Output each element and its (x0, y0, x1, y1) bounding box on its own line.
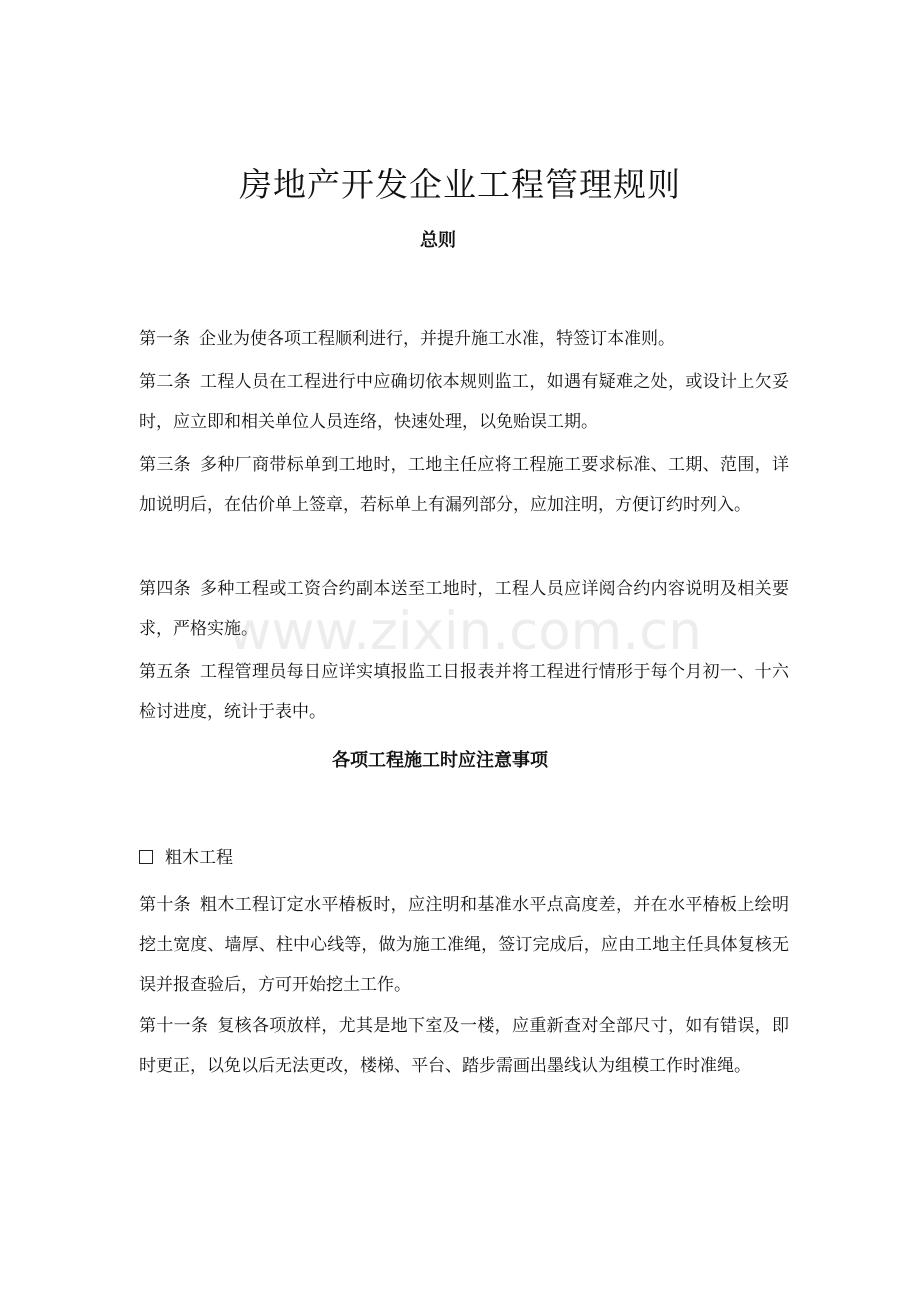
watermark: www.zixin.com.cn (228, 601, 702, 662)
article-10 (139, 885, 789, 1005)
article-number: 第三条 (139, 455, 191, 475)
carpentry-label-text: 粗木工程 (165, 848, 233, 868)
article-number: 第一条 (139, 329, 190, 349)
article-number: 第十条 (139, 895, 191, 915)
article-text: 企业为使各项工程顺利进行，并提升施工水准，特签订本准则。 (199, 329, 675, 349)
article-4 (139, 569, 789, 649)
article-number: 第二条 (139, 372, 191, 392)
article-text: 工程管理员每日应详实填报监工日报表并将工程进行情形于每个月初一、十六检讨进度，统计于表中。 (139, 662, 789, 722)
article-text: 复核各项放样，尤其是地下室及一楼，应重新查对全部尺寸，如有错误，即时更正，以免以后无法更改，楼梯、平台、踏步需画出墨线认为组模工作时准绳。 (139, 1016, 790, 1076)
article-text: 工程人员在工程进行中应确切依本规则监工，如遇有疑难之处，或设计上欠妥时，应立即和相关单位人员连络，快速处理，以免贻误工期。 (139, 372, 789, 432)
article-5 (139, 652, 789, 732)
article-3 (139, 445, 789, 525)
article-text: 粗木工程订定水平椿板时，应注明和基准水平点高度差，并在水平椿板上绘明挖土宽度、墙厚、柱中心线等，做为施工准绳，签订完成后，应由工地主任具体复核无误并报查验后，方可开始挖土工作。 (139, 895, 789, 995)
general-provisions-heading: 总则 (420, 230, 456, 251)
carpentry-section-label (139, 838, 789, 878)
checkbox-icon (139, 850, 153, 864)
article-2 (139, 362, 789, 442)
article-number: 第十一条 (139, 1016, 209, 1036)
article-number: 第四条 (139, 579, 191, 599)
article-text: 多种厂商带标单到工地时，工地主任应将工程施工要求标准、工期、范围，详加说明后，在估价单上签章，若标单上有漏列部分，应加注明，方便订约时列入。 (139, 455, 789, 515)
article-text: 多种工程或工资合约副本送至工地时，工程人员应详阅合约内容说明及相关要求，严格实施。 (139, 579, 789, 639)
precautions-heading: 各项工程施工时应注意事项 (332, 750, 548, 771)
document-title: 房地产开发企业工程管理规则 (239, 165, 681, 204)
article-1 (139, 319, 789, 359)
article-number: 第五条 (139, 662, 191, 682)
article-11 (139, 1006, 789, 1086)
